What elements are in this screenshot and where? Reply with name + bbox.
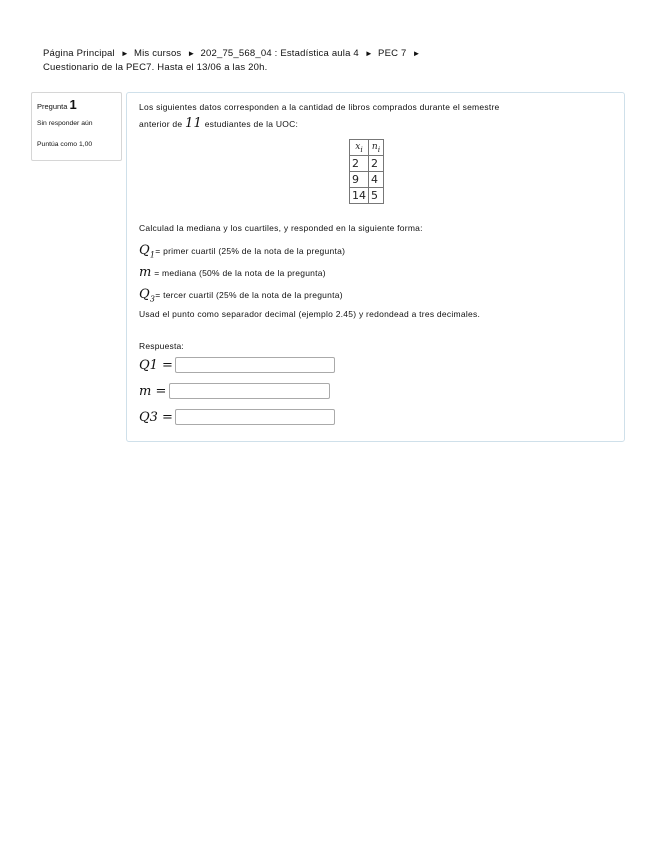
answer-m-label: m = [139, 383, 167, 399]
breadcrumb-course-link[interactable]: 202_75_568_04 : Estadística aula 4 [200, 48, 359, 59]
table-cell: 4 [369, 172, 384, 188]
answer-m-input[interactable] [169, 383, 330, 399]
breadcrumb-my-courses-link[interactable]: Mis cursos [133, 48, 182, 59]
definition-q3 [139, 287, 343, 304]
breadcrumb-quiz-link[interactable]: Cuestionario de la PEC7. Hasta el 13/06 a las 20h. [43, 62, 268, 73]
answer-q1-label: Q1 = [139, 357, 173, 373]
definition-q1 [139, 243, 345, 260]
q3-symbol: $Q_3$ [139, 287, 156, 304]
table-header-xi: $x_i$ [350, 140, 369, 156]
table-row [350, 156, 384, 172]
question-intro-line2 [139, 116, 298, 131]
m-symbol: m [139, 265, 152, 280]
question-note: Usad el punto como separador decimal (ejemplo 2.45) y redondead a tres decimales. [139, 309, 481, 319]
table-cell: 9 [350, 172, 369, 188]
question-number-value: 1 [69, 97, 77, 112]
breadcrumb-separator-icon: ► [412, 49, 421, 58]
breadcrumb-home-link[interactable]: Página Principal [43, 48, 115, 59]
question-content-panel [126, 92, 625, 442]
table-cell: 2 [369, 156, 384, 172]
q1-symbol: $Q_1$ [139, 243, 156, 260]
frequency-table [349, 139, 384, 204]
response-label: Respuesta: [139, 341, 184, 351]
breadcrumb-separator-icon: ► [187, 49, 196, 58]
m-definition-text: = mediana (50% de la nota de la pregunta) [154, 268, 326, 278]
table-row [350, 172, 384, 188]
breadcrumb [43, 47, 523, 75]
answer-q1-row [139, 357, 335, 373]
intro-pre: anterior de [139, 119, 183, 129]
table-cell: 14 [350, 188, 369, 204]
q1-definition-text: = primer cuartil (25% de la nota de la pregunta) [155, 246, 346, 256]
breadcrumb-separator-icon: ► [364, 49, 374, 58]
intro-n: 11 [185, 116, 203, 131]
question-number [37, 97, 77, 112]
answer-q3-label: Q3 = [139, 409, 173, 425]
table-header-ni: $n_i$ [369, 140, 384, 156]
definition-m [139, 265, 326, 280]
answer-q3-input[interactable] [175, 409, 335, 425]
answer-q1-input[interactable] [175, 357, 335, 373]
question-info-panel [31, 92, 122, 161]
table-row [350, 188, 384, 204]
table-cell: 2 [350, 156, 369, 172]
question-grade: Puntúa como 1,00 [37, 141, 93, 148]
answer-q3-row [139, 409, 335, 425]
breadcrumb-separator-icon: ► [120, 49, 129, 58]
answer-m-row [139, 383, 330, 399]
q3-definition-text: = tercer cuartil (25% de la nota de la pregunta) [155, 290, 343, 300]
question-intro-line1: Los siguientes datos corresponden a la cantidad de libros comprados durante el semestre [139, 102, 500, 112]
question-instruction: Calculad la mediana y los cuartiles, y responded en la siguiente forma: [139, 223, 423, 233]
table-cell: 5 [369, 188, 384, 204]
intro-post: estudiantes de la UOC: [204, 119, 299, 129]
breadcrumb-pec-link[interactable]: PEC 7 [378, 48, 407, 59]
question-state: Sin responder aún [37, 120, 93, 127]
question-label: Pregunta [37, 102, 68, 111]
